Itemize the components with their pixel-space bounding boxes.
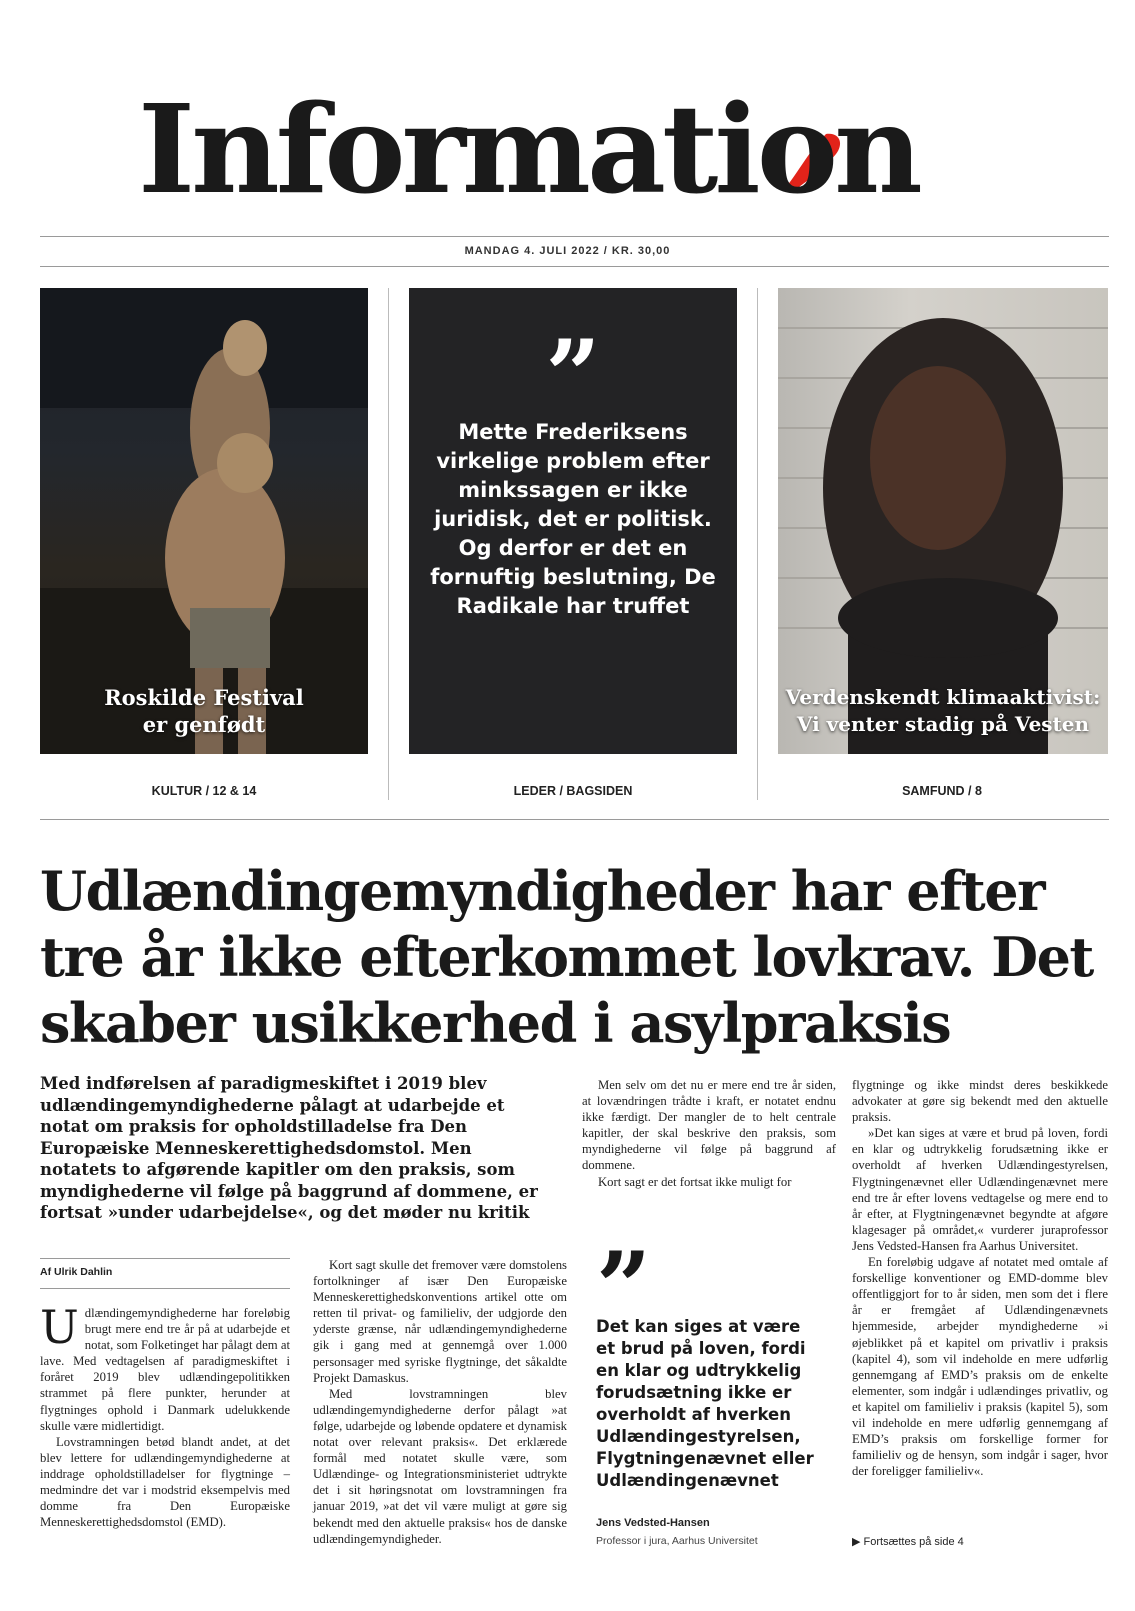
teaser-caption-activist xyxy=(778,684,1108,738)
teaser-caption-activist-line1: Verdenskendt klimaaktivist: xyxy=(785,685,1101,709)
masthead-rule-bottom xyxy=(40,266,1109,267)
article-byline: Af Ulrik Dahlin xyxy=(40,1266,113,1278)
pullquote-name: Jens Vedsted-Hansen xyxy=(596,1517,710,1529)
col2-paragraph-2: Med lovstramningen blev udlændingemyndighederne derfor pålagt »at følge, udarbejde og løbende opdatere et dynamisk notat over relevant praksis«. Det erklærede formål med notatet skulle være, som Udlændinge- og Integrationsministeriet udtrykte det i sit høringsnotat om lovstramningen fra januar 2019, »at det vil være muligt at gøre sig bekendt med den aktuelle praksis« hos de danske udlændingemyndigheder. xyxy=(313,1386,567,1546)
byline-rule-bottom xyxy=(40,1288,290,1289)
col4-paragraph-3: En foreløbig udgave af notatet med omtale af forskellige konventioner og EMD-domme blev offentliggjort for to år siden, men som det i flere år er fremgået af Udlændingenævnets hjemmeside, arbejder myndighederne »i øjeblikket på et kapitel om privatliv i praksis (kapitel 4), som vil indeholde en mere udførlig gennemgang af EMD’s praksis om de enkelte elementer, som indgår i udlændinges privatliv, og et kapitel om familieliv i praksis (kapitel 5), som vil indeholde en mere udførlig gennemgang af EMD’s praksis om forskellige former for familieliv og de hensyn, som indgår i sager, hvor der foreligger familieliv«. xyxy=(852,1255,1108,1479)
teaser-quote-text: Mette Frederiksens virkelige problem efter minkssagen er ikke juridisk, det er politisk. Og derfor er det en fornuftig beslutning, De Radikale har truffet xyxy=(430,420,716,618)
teaser-quote-leader[interactable] xyxy=(409,288,737,754)
dateline: MANDAG 4. JULI 2022 / KR. 30,00 xyxy=(464,245,671,257)
masthead-title: Information xyxy=(138,77,919,221)
col1-paragraph-2: Lovstramningen betød blandt andet, at det blev lettere for udlændingemyndighederne at inddrage opholdstilladelser for flygtninge – medmindre det var i modstrid eksempelvis med domme fra Den Europæiske Menneskerettighedsdomstol (EMD). xyxy=(40,1434,290,1530)
section-link-samfund[interactable]: SAMFUND / 8 xyxy=(902,784,982,798)
teaser-rule xyxy=(40,819,1109,820)
col2-paragraph-1: Kort sagt skulle det fremover være domstolens fortolkninger af især Den Europæiske Menneskerettighedskonventions artikel otte om retten til privat- og familieliv, der udgjorde den yderste grænse, når udlændingemyndighederne gik i gang med at gennemgå over 1.000 personsager med syriske flygtninge, det såkaldte Projekt Damaskus. xyxy=(313,1258,567,1385)
column-divider-2 xyxy=(757,288,758,800)
teaser-caption-festival-line1: Roskilde Festival xyxy=(104,685,304,710)
byline-rule-top xyxy=(40,1258,290,1259)
pullquote-role: Professor i jura, Aarhus Universitet xyxy=(596,1535,758,1547)
col1-paragraph-1: dlændingemyndighederne har foreløbig brugt mere end tre år på at udarbejde et notat, som Folketinget har pålagt dem at lave. Med vedtagelsen af paradigmeskiftet i foråret 2019 blev udlændingepolitikken strammet på flere punkter, herunder at flygtninges ophold i Danmark udelukkende skulle være midlertidigt. xyxy=(40,1306,290,1433)
continued-link[interactable]: ▶ Fortsættes på side 4 xyxy=(852,1536,964,1548)
col3-paragraph-1: Men selv om det nu er mere end tre år siden, at lovændringen trådte i kraft, er notatet endnu ikke færdigt. Der mangler de to helt centrale kapitler, der skal beskrive den praksis, som myndighederne vil følge på baggrund af dommene. xyxy=(582,1078,836,1173)
teaser-caption-festival xyxy=(40,684,368,738)
article-column-1 xyxy=(40,1300,290,1530)
article-headline: Udlændingemyndigheder har efter tre år ikke efterkommet lovkrav. Det skaber usikkerhed i asylpraksis xyxy=(40,859,1093,1055)
teaser-caption-activist-line2: Vi venter stadig på Vesten xyxy=(796,712,1090,736)
teaser-photo-activist[interactable] xyxy=(778,288,1108,754)
col3-paragraph-2: Kort sagt er det fortsat ikke muligt for xyxy=(598,1174,792,1189)
article-lede: Med indførelsen af paradigmeskiftet i 2019 blev udlændingemyndighederne pålagt at udarbejde et notat om praksis for opholdstilladelse fra Den Europæiske Menneskerettighedsdomstol. Men notatets to afgørende kapitler om den praksis, som myndighederne vil følge på baggrund af dommene, er fortsat »under udarbejdelse«, og det møder nu kritik xyxy=(40,1074,538,1222)
article-column-3 xyxy=(582,1077,836,1190)
drop-cap: U xyxy=(40,1300,79,1354)
pullquote-text: Det kan siges at være et brud på loven, fordi en klar og udtrykkelig forudsætning ikke er overholdt af hverken Udlændingestyrelsen, Flygtningenævnet eller Udlændingenævnet xyxy=(596,1317,814,1490)
article-column-4 xyxy=(852,1077,1108,1479)
section-link-kultur[interactable]: KULTUR / 12 & 14 xyxy=(151,784,257,798)
teaser-caption-festival-line2: er genfødt xyxy=(142,712,266,737)
quote-mark-icon: ” xyxy=(545,319,601,432)
col4-paragraph-1: flygtninge og ikke mindst deres beskikkede advokater at gøre sig bekendt med den aktuelle praksis. xyxy=(852,1078,1108,1125)
article-column-2 xyxy=(313,1257,567,1547)
col4-paragraph-2: »Det kan siges at være et brud på loven, fordi en klar og udtrykkelig forudsætning ikke er overholdt af hverken Udlændingestyrelsen, Flygtningenævnet eller Udlændingenævnet mere end tre år efter lovens vedtagelse og mere end to år efter, at Flygtningenævnet begyndte at afgøre klagesager på området,« vurderer juraprofessor Jens Vedsted-Hansen fra Aarhus Universitet. xyxy=(852,1126,1108,1253)
masthead-rule-top xyxy=(40,236,1109,237)
section-link-leder[interactable]: LEDER / BAGSIDEN xyxy=(513,784,633,798)
pullquote-mark-icon: ” xyxy=(596,1231,652,1344)
teaser-photo-festival[interactable] xyxy=(40,288,368,754)
column-divider-1 xyxy=(388,288,389,800)
